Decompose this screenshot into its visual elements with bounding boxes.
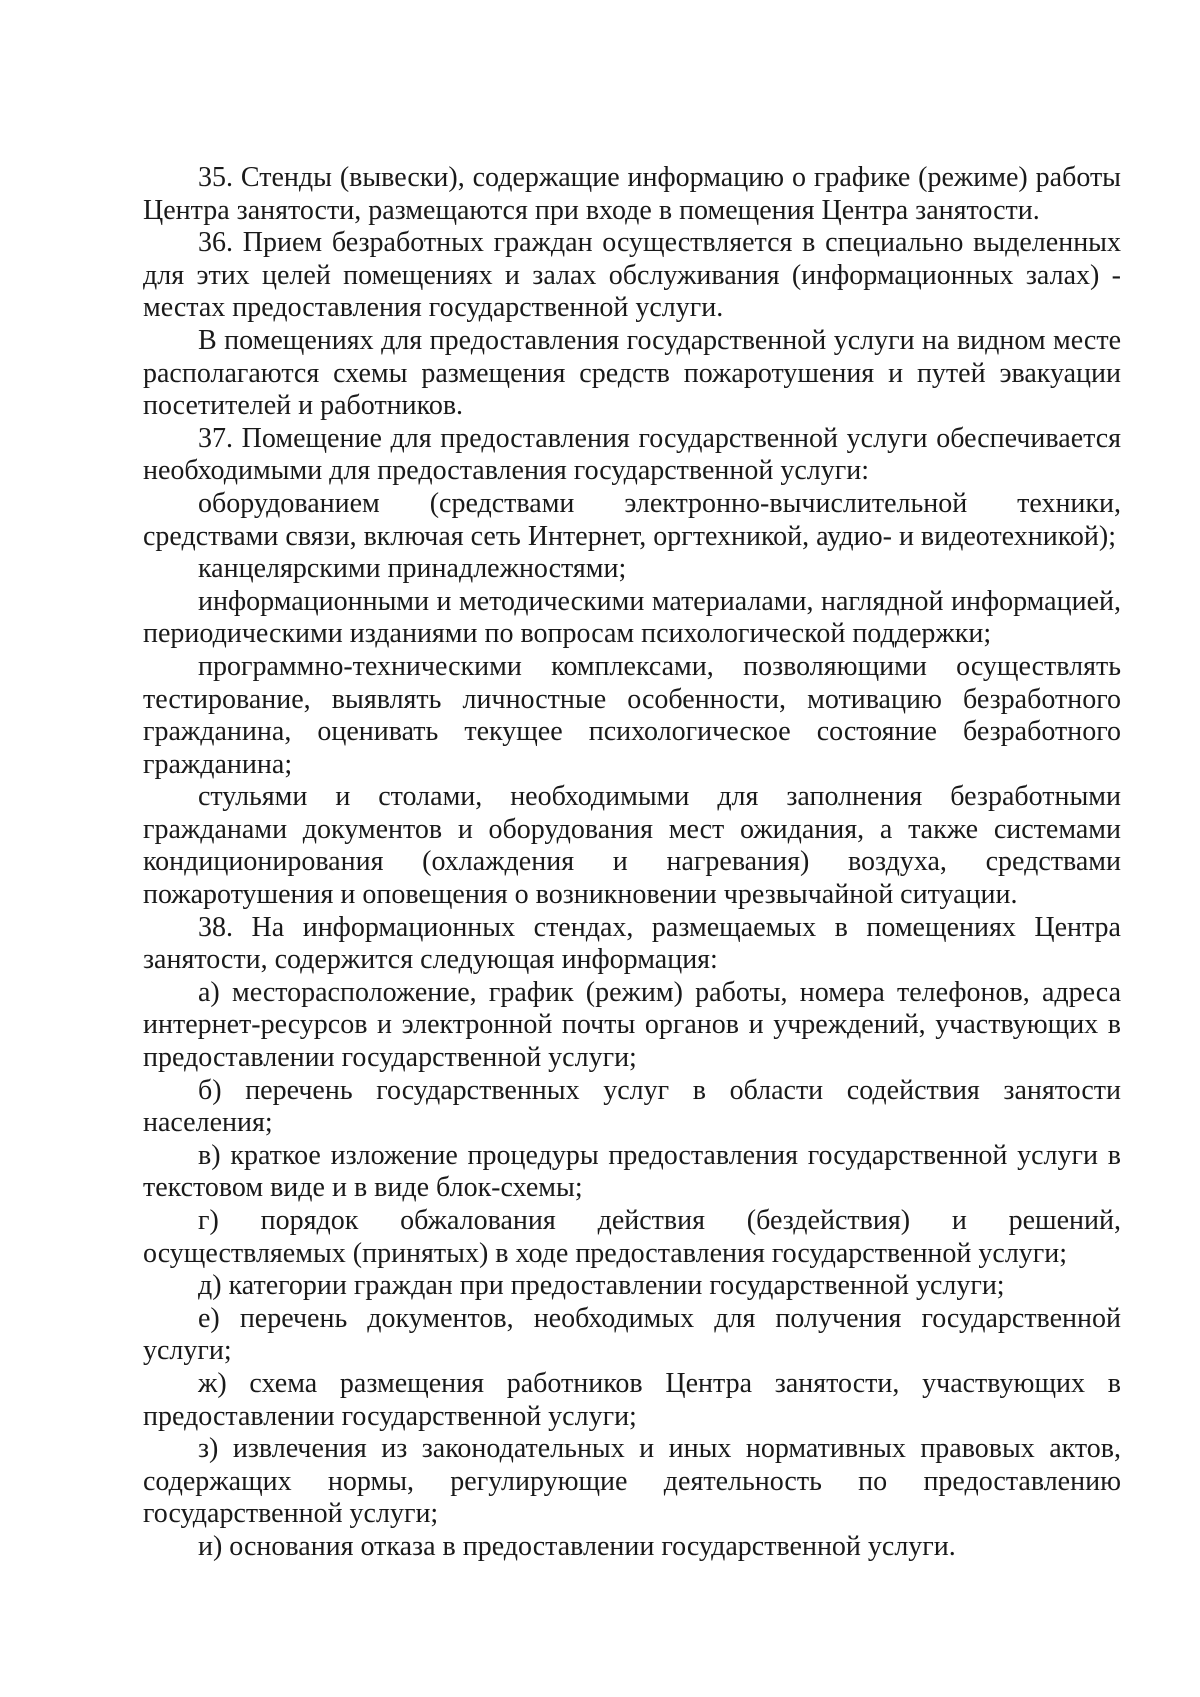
list-item-zh: ж) схема размещения работников Центра занятости, участвующих в предоставлении государственной услуги; [143, 1367, 1121, 1432]
list-item-a: а) месторасположение, график (режим) работы, номера телефонов, адреса интернет-ресурсов и электронной почты органов и учреждений, участвующих в предоставлении государственной услуги; [143, 976, 1121, 1074]
list-item-e: е) перечень документов, необходимых для получения государственной услуги; [143, 1302, 1121, 1367]
list-item-furniture: стульями и столами, необходимыми для заполнения безработными гражданами документов и оборудования мест ожидания, а также системами кондиционирования (охлаждения и нагревания) воздуха, средствами пожаротушения и оповещения о возникновении чрезвычайной ситуации. [143, 781, 1121, 911]
paragraph-38: 38. На информационных стендах, размещаемых в помещениях Центра занятости, содержится следующая информация: [143, 911, 1121, 976]
list-item-v: в) краткое изложение процедуры предоставления государственной услуги в текстовом виде и в виде блок-схемы; [143, 1139, 1121, 1204]
list-item-information-materials: информационными и методическими материалами, наглядной информацией, периодическими изданиями по вопросам психологической поддержки; [143, 585, 1121, 650]
list-item-d: д) категории граждан при предоставлении государственной услуги; [198, 1270, 1005, 1302]
list-item-software-complexes: программно-техническими комплексами, позволяющими осуществлять тестирование, выявлять личностные особенности, мотивацию безработного гражданина, оценивать текущее психологическое состояние безработного гражданина; [143, 650, 1121, 780]
document-page [143, 162, 1121, 1564]
list-item-b: б) перечень государственных услуг в области содействия занятости населения; [143, 1074, 1121, 1139]
list-item-z: з) извлечения из законодательных и иных нормативных правовых актов, содержащих нормы, регулирующие деятельность по предоставлению государственной услуги; [143, 1433, 1121, 1530]
list-item-i: и) основания отказа в предоставлении государственной услуги. [198, 1530, 956, 1562]
list-item-stationery: канцелярскими принадлежностями; [198, 553, 627, 585]
list-item-g: г) порядок обжалования действия (бездействия) и решений, осуществляемых (принятых) в ходе предоставления государственной услуги; [143, 1205, 1121, 1269]
paragraph-37: 37. Помещение для предоставления государственной услуги обеспечивается необходимыми для предоставления государственной услуги: [143, 422, 1121, 487]
list-item-equipment: оборудованием (средствами электронно-вычислительной техники, средствами связи, включая сеть Интернет, оргтехникой, аудио- и видеотехникой); [143, 487, 1121, 552]
paragraph-35: 35. Стенды (вывески), содержащие информацию о графике (режиме) работы Центра занятости, размещаются при входе в помещения Центра занятости. [143, 162, 1121, 226]
paragraph-evacuation-schemes: В помещениях для предоставления государственной услуги на видном месте располагаются схемы размещения средств пожаротушения и путей эвакуации посетителей и работников. [143, 324, 1121, 422]
paragraph-36: 36. Прием безработных граждан осуществляется в специально выделенных для этих целей помещениях и залах обслуживания (информационных залах) - местах предоставления государственной услуги. [143, 227, 1121, 324]
